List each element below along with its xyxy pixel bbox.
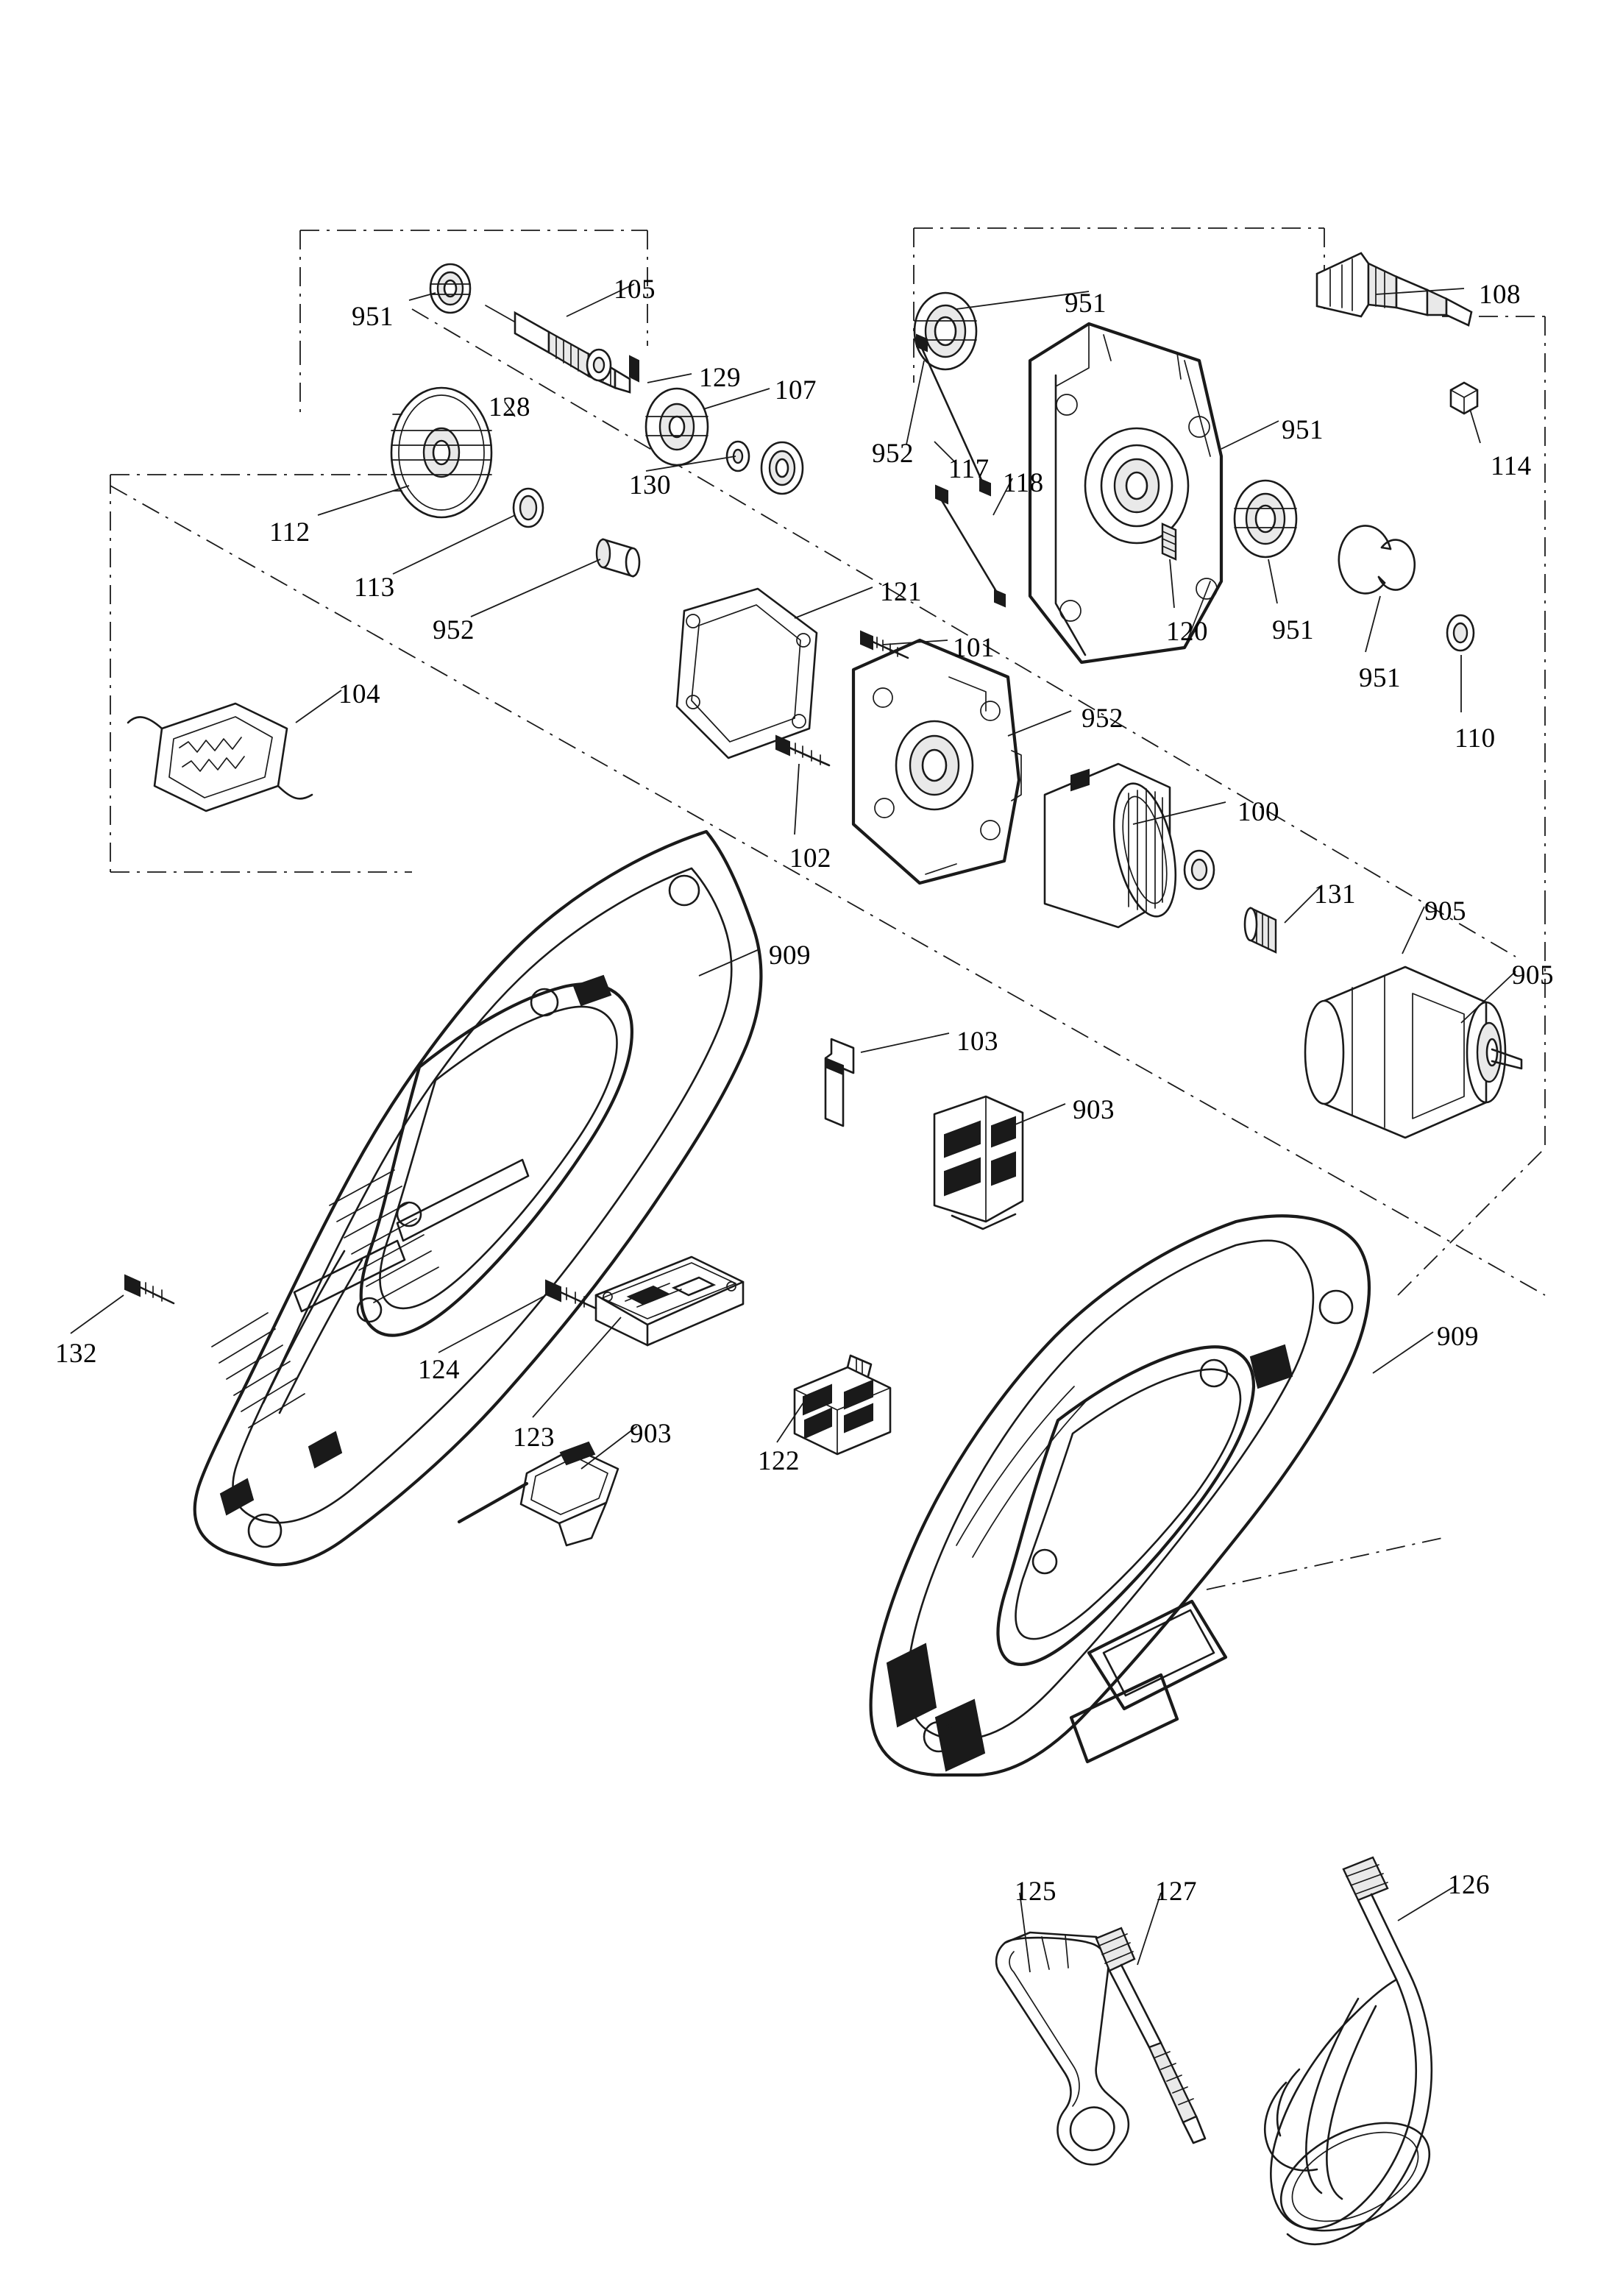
callout-122: 122	[758, 1446, 800, 1476]
callout-903-a: 903	[1073, 1095, 1115, 1125]
callout-130: 130	[629, 470, 671, 500]
callout-118: 118	[1003, 468, 1044, 498]
part-126-mixing-paddle	[1264, 1857, 1446, 2253]
callout-110: 110	[1455, 723, 1496, 754]
callout-107: 107	[775, 375, 817, 405]
part-103-terminal-clip	[825, 1039, 853, 1126]
part-951-bearing-small	[761, 442, 803, 494]
callout-909-b: 909	[1437, 1322, 1479, 1352]
part-951-bearing-top-left	[430, 264, 470, 313]
part-909-housing-left	[195, 832, 761, 1565]
callout-951-e: 951	[1359, 663, 1401, 693]
part-131-washer	[1185, 851, 1214, 889]
callout-951-b: 951	[1065, 288, 1107, 319]
callout-128: 128	[489, 392, 530, 422]
group-boundary-main-left	[110, 475, 412, 872]
callout-132: 132	[55, 1339, 97, 1369]
callout-952-b: 952	[872, 439, 914, 469]
part-952-needle-bearing	[597, 539, 639, 576]
callout-104: 104	[338, 679, 380, 709]
part-102-screw	[776, 736, 829, 765]
callout-951-d: 951	[1272, 615, 1314, 645]
part-129-key	[630, 356, 639, 381]
part-107-gear	[646, 389, 708, 465]
callout-112: 112	[269, 517, 310, 548]
callout-113: 113	[354, 573, 395, 603]
part-909-housing-right	[871, 1216, 1369, 1775]
vent-slots-upper	[330, 1170, 438, 1303]
part-132-screw	[125, 1275, 174, 1303]
part-114-nut	[1451, 383, 1477, 414]
part-120-pin	[1162, 524, 1176, 559]
callout-905-b: 905	[1512, 960, 1554, 991]
part-121-gasket	[677, 589, 817, 758]
part-104-brush-assembly	[128, 704, 312, 811]
callout-127: 127	[1155, 1877, 1197, 1907]
callout-131: 131	[1314, 879, 1356, 910]
part-129-washer	[587, 350, 611, 380]
part-952-bearing-plate	[853, 640, 1021, 883]
part-gearbox-housing	[1030, 324, 1221, 662]
callout-951-a: 951	[352, 302, 394, 332]
vent-slots-left	[212, 1313, 305, 1428]
part-951-snap-ring	[1339, 525, 1415, 593]
part-112-large-gear	[391, 388, 491, 517]
part-113-washer	[514, 489, 543, 527]
callout-102: 102	[789, 843, 831, 874]
callout-951-c: 951	[1282, 415, 1324, 445]
callout-123: 123	[513, 1422, 555, 1453]
callout-103: 103	[956, 1027, 998, 1057]
callout-121: 121	[880, 577, 922, 607]
part-131-pinion	[1245, 908, 1276, 952]
part-127-threaded-rod	[1096, 1928, 1205, 2143]
part-903-switch-bracket	[934, 1096, 1023, 1229]
callout-903-b: 903	[630, 1419, 672, 1449]
part-105-spindle	[486, 305, 630, 392]
callout-108: 108	[1479, 280, 1521, 310]
part-123-speed-control-plate	[596, 1257, 743, 1345]
callout-100: 100	[1237, 797, 1279, 827]
group-boundary-gearbox	[914, 228, 1324, 383]
callout-909-a: 909	[769, 940, 811, 971]
callout-905-a: 905	[1424, 896, 1466, 926]
part-122-electronic-module	[795, 1356, 890, 1454]
callout-117: 117	[948, 454, 990, 484]
callout-129: 129	[699, 363, 741, 393]
part-110-washer	[1447, 615, 1474, 651]
callout-125: 125	[1015, 1877, 1056, 1907]
part-100-fan	[1045, 764, 1186, 927]
part-118-screw	[936, 486, 1005, 606]
callout-105: 105	[614, 274, 656, 305]
callout-126: 126	[1448, 1870, 1490, 1900]
part-951-bearing-gearbox	[915, 293, 976, 369]
part-951-bearing-right	[1235, 481, 1296, 557]
callout-952-c: 952	[1082, 704, 1123, 734]
part-130-washer	[727, 442, 749, 471]
callout-120: 120	[1166, 617, 1208, 647]
callout-101: 101	[953, 633, 995, 663]
callout-952-a: 952	[433, 615, 475, 645]
part-903-cord-grommet	[459, 1442, 618, 1545]
callout-114: 114	[1491, 451, 1532, 481]
part-905-motor	[1305, 967, 1521, 1138]
callout-124: 124	[418, 1355, 460, 1385]
